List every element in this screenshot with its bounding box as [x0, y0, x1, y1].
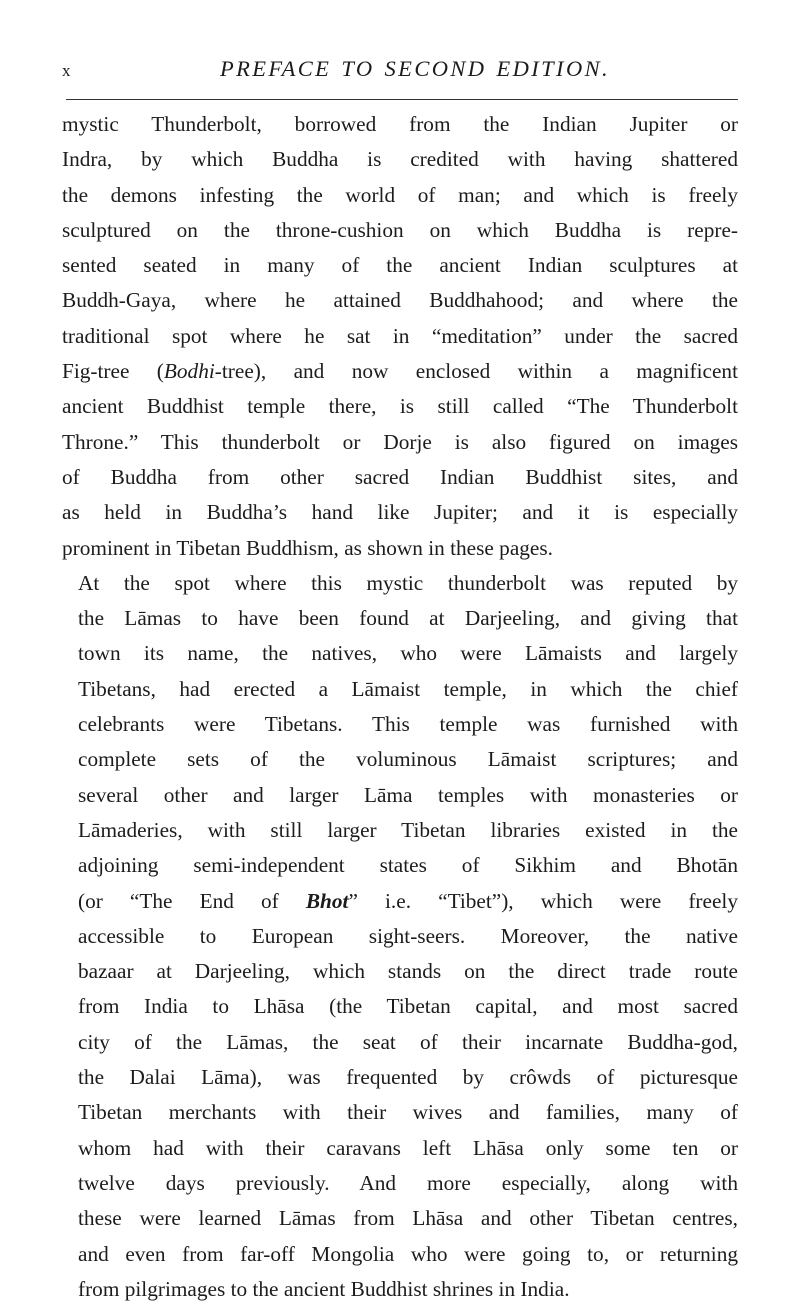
header-rule [66, 99, 738, 100]
text-line: Tibetan merchants with their wives and families, many of [78, 1100, 738, 1125]
running-head: PREFACE TO SECOND EDITION. [219, 56, 611, 81]
text-line: of Buddha from other sacred Indian Buddhist sites, and [62, 464, 738, 489]
paragraph-2 [62, 566, 738, 1307]
text-line: from India to Lhāsa (the Tibetan capital, and most sacred [78, 994, 738, 1019]
body-text [62, 107, 738, 1307]
text-line: the demons infesting the world of man; and which is freely [62, 182, 738, 207]
text-line-with-italic: (or “The End of Bhot” i.e. “Tibet”), which were freely [78, 888, 738, 913]
text-line: sculptured on the throne-cushion on which Buddha is repre- [62, 217, 738, 242]
text-line: town its name, the natives, who were Lāmaists and largely [78, 641, 738, 666]
text-line: these were learned Lāmas from Lhāsa and other Tibetan centres, [78, 1206, 738, 1231]
italic-word: Bhot [305, 888, 349, 913]
text-line: the Lāmas to have been found at Darjeeling, and giving that [78, 606, 738, 631]
text-line: At the spot where this mystic thunderbolt was reputed by [78, 570, 738, 595]
text-line: prominent in Tibetan Buddhism, as shown in these pages. [62, 535, 553, 560]
text-line: Lāmaderies, with still larger Tibetan libraries existed in the [78, 817, 738, 842]
text-line: bazaar at Darjeeling, which stands on the direct trade route [78, 959, 738, 984]
text-line: Throne.” This thunderbolt or Dorje is also figured on images [62, 429, 738, 454]
text-line: adjoining semi-independent states of Sikhim and Bhotān [78, 853, 738, 878]
text-line: Indra, by which Buddha is credited with having shattered [62, 147, 738, 172]
page-number: x [62, 61, 72, 80]
text-line: celebrants were Tibetans. This temple was furnished with [78, 712, 738, 737]
text-line: twelve days previously. And more especially, along with [78, 1170, 738, 1195]
text-line: several other and larger Lāma temples with monasteries or [78, 782, 738, 807]
page-header [62, 50, 738, 84]
text-line: mystic Thunderbolt, borrowed from the Indian Jupiter or [62, 112, 738, 136]
text-line: traditional spot where he sat in “meditation” under the sacred [62, 323, 738, 348]
text-line: the Dalai Lāma), was frequented by crôwds of picturesque [78, 1065, 738, 1090]
text-line: and even from far-off Mongolia who were going to, or returning [78, 1241, 738, 1266]
text-line: city of the Lāmas, the seat of their incarnate Buddha-god, [78, 1029, 738, 1054]
italic-word: Bodhi [163, 359, 215, 384]
text-line: from pilgrimages to the ancient Buddhist shrines in India. [78, 1276, 570, 1301]
text-line: whom had with their caravans left Lhāsa only some ten or [78, 1135, 738, 1160]
text-line: complete sets of the voluminous Lāmaist scriptures; and [78, 747, 738, 772]
text-line: accessible to European sight-seers. Moreover, the native [78, 923, 738, 948]
book-page [62, 0, 738, 1312]
text-line: sented seated in many of the ancient Indian sculptures at [62, 253, 738, 278]
text-line: as held in Buddha’s hand like Jupiter; and it is especially [62, 500, 738, 525]
text-line: ancient Buddhist temple there, is still called “The Thunderbolt [62, 394, 738, 419]
text-line-with-italic: Fig-tree (Bodhi-tree), and now enclosed within a magnificent [62, 359, 738, 384]
text-line: Buddh-Gaya, where he attained Buddhahood; and where the [62, 288, 738, 313]
text-line: Tibetans, had erected a Lāmaist temple, in which the chief [78, 676, 738, 701]
paragraph-1 [62, 107, 738, 566]
